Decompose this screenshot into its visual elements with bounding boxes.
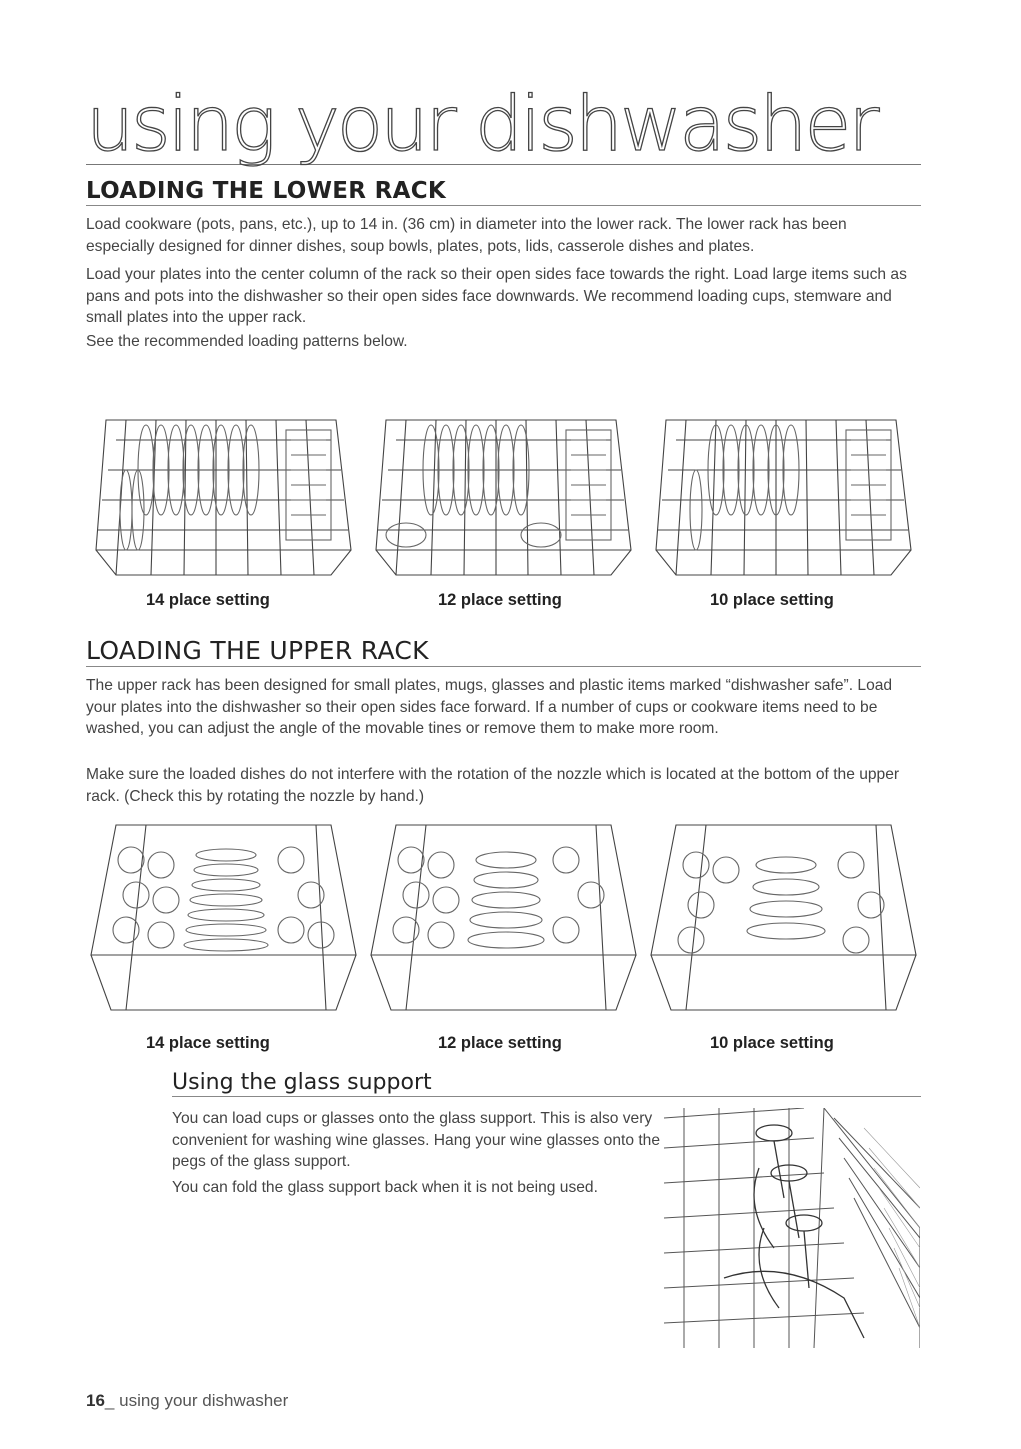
- upper-rack-illustration: [366, 815, 641, 1035]
- lower-rack-illustration: [86, 360, 361, 580]
- lower-rack-10-figure: [646, 360, 921, 580]
- page-title-text: using your dishwasher: [86, 79, 877, 168]
- caption-14-place: 14 place setting: [146, 1034, 270, 1052]
- footer-text: using your dishwasher: [114, 1391, 289, 1410]
- lower-rack-figures: [86, 360, 921, 580]
- caption-14-place: 14 place setting: [146, 591, 270, 609]
- caption-12-place: 12 place setting: [438, 1034, 562, 1052]
- caption-10-place: 10 place setting: [710, 1034, 834, 1052]
- lower-rack-paragraph-3: See the recommended loading patterns below.: [86, 333, 408, 350]
- upper-rack-illustration: [646, 815, 921, 1035]
- glass-support-figure: [664, 1108, 920, 1348]
- upper-rack-paragraph-2: Make sure the loaded dishes do not interfere with the rotation of the nozzle which is located at the bottom of the upper rack. (Check this by rotating the nozzle by hand.): [86, 766, 900, 805]
- lower-rack-paragraph-2: Load your plates into the center column of the rack so their open sides face towards the right. Load large items such as pans and pots into the dishwasher so their open sides face downwards. We recommend loading cups, stemware and small plates into the upper rack.: [86, 266, 907, 326]
- upper-rack-figures: [86, 815, 921, 1035]
- glass-support-paragraph-1: You can load cups or glasses onto the glass support. This is also very convenient for washing wine glasses. Hang your wine glasses onto the pegs of the glass support.: [172, 1110, 661, 1170]
- upper-rack-illustration: [86, 815, 361, 1035]
- glass-support-illustration: [664, 1108, 920, 1348]
- lower-rack-paragraph-1: Load cookware (pots, pans, etc.), up to 14 in. (36 cm) in diameter into the lower rack. The lower rack has been especially designed for dinner dishes, soup bowls, plates, pots, lids, casserole dishes and plates.: [86, 216, 847, 255]
- caption-12-place: 12 place setting: [438, 591, 562, 609]
- page-footer: [86, 1391, 288, 1411]
- glass-support-paragraph-2: You can fold the glass support back when it is not being used.: [172, 1179, 598, 1196]
- lower-rack-illustration: [366, 360, 641, 580]
- upper-rack-paragraph-1: The upper rack has been designed for small plates, mugs, glasses and plastic items marked “dishwasher safe”. Load your plates into the dishwasher so their open sides face forward. If a number of cups or cookware items need to be washed, you can adjust the angle of the movable tines or remove them to make more room.: [86, 677, 893, 737]
- footer-separator: _: [104, 1391, 115, 1410]
- glass-support-heading: Using the glass support: [172, 1070, 921, 1097]
- upper-rack-10-figure: [646, 815, 921, 1035]
- lower-rack-illustration: [646, 360, 921, 580]
- lower-rack-14-figure: [86, 360, 361, 580]
- upper-rack-12-figure: [366, 815, 641, 1035]
- lower-rack-heading: LOADING THE LOWER RACK: [86, 178, 921, 206]
- upper-rack-14-figure: [86, 815, 361, 1035]
- lower-rack-12-figure: [366, 360, 641, 580]
- caption-10-place: 10 place setting: [710, 591, 834, 609]
- page-title: [86, 60, 921, 168]
- page-number: 16: [86, 1391, 105, 1410]
- upper-rack-heading: LOADING THE UPPER RACK: [86, 636, 921, 667]
